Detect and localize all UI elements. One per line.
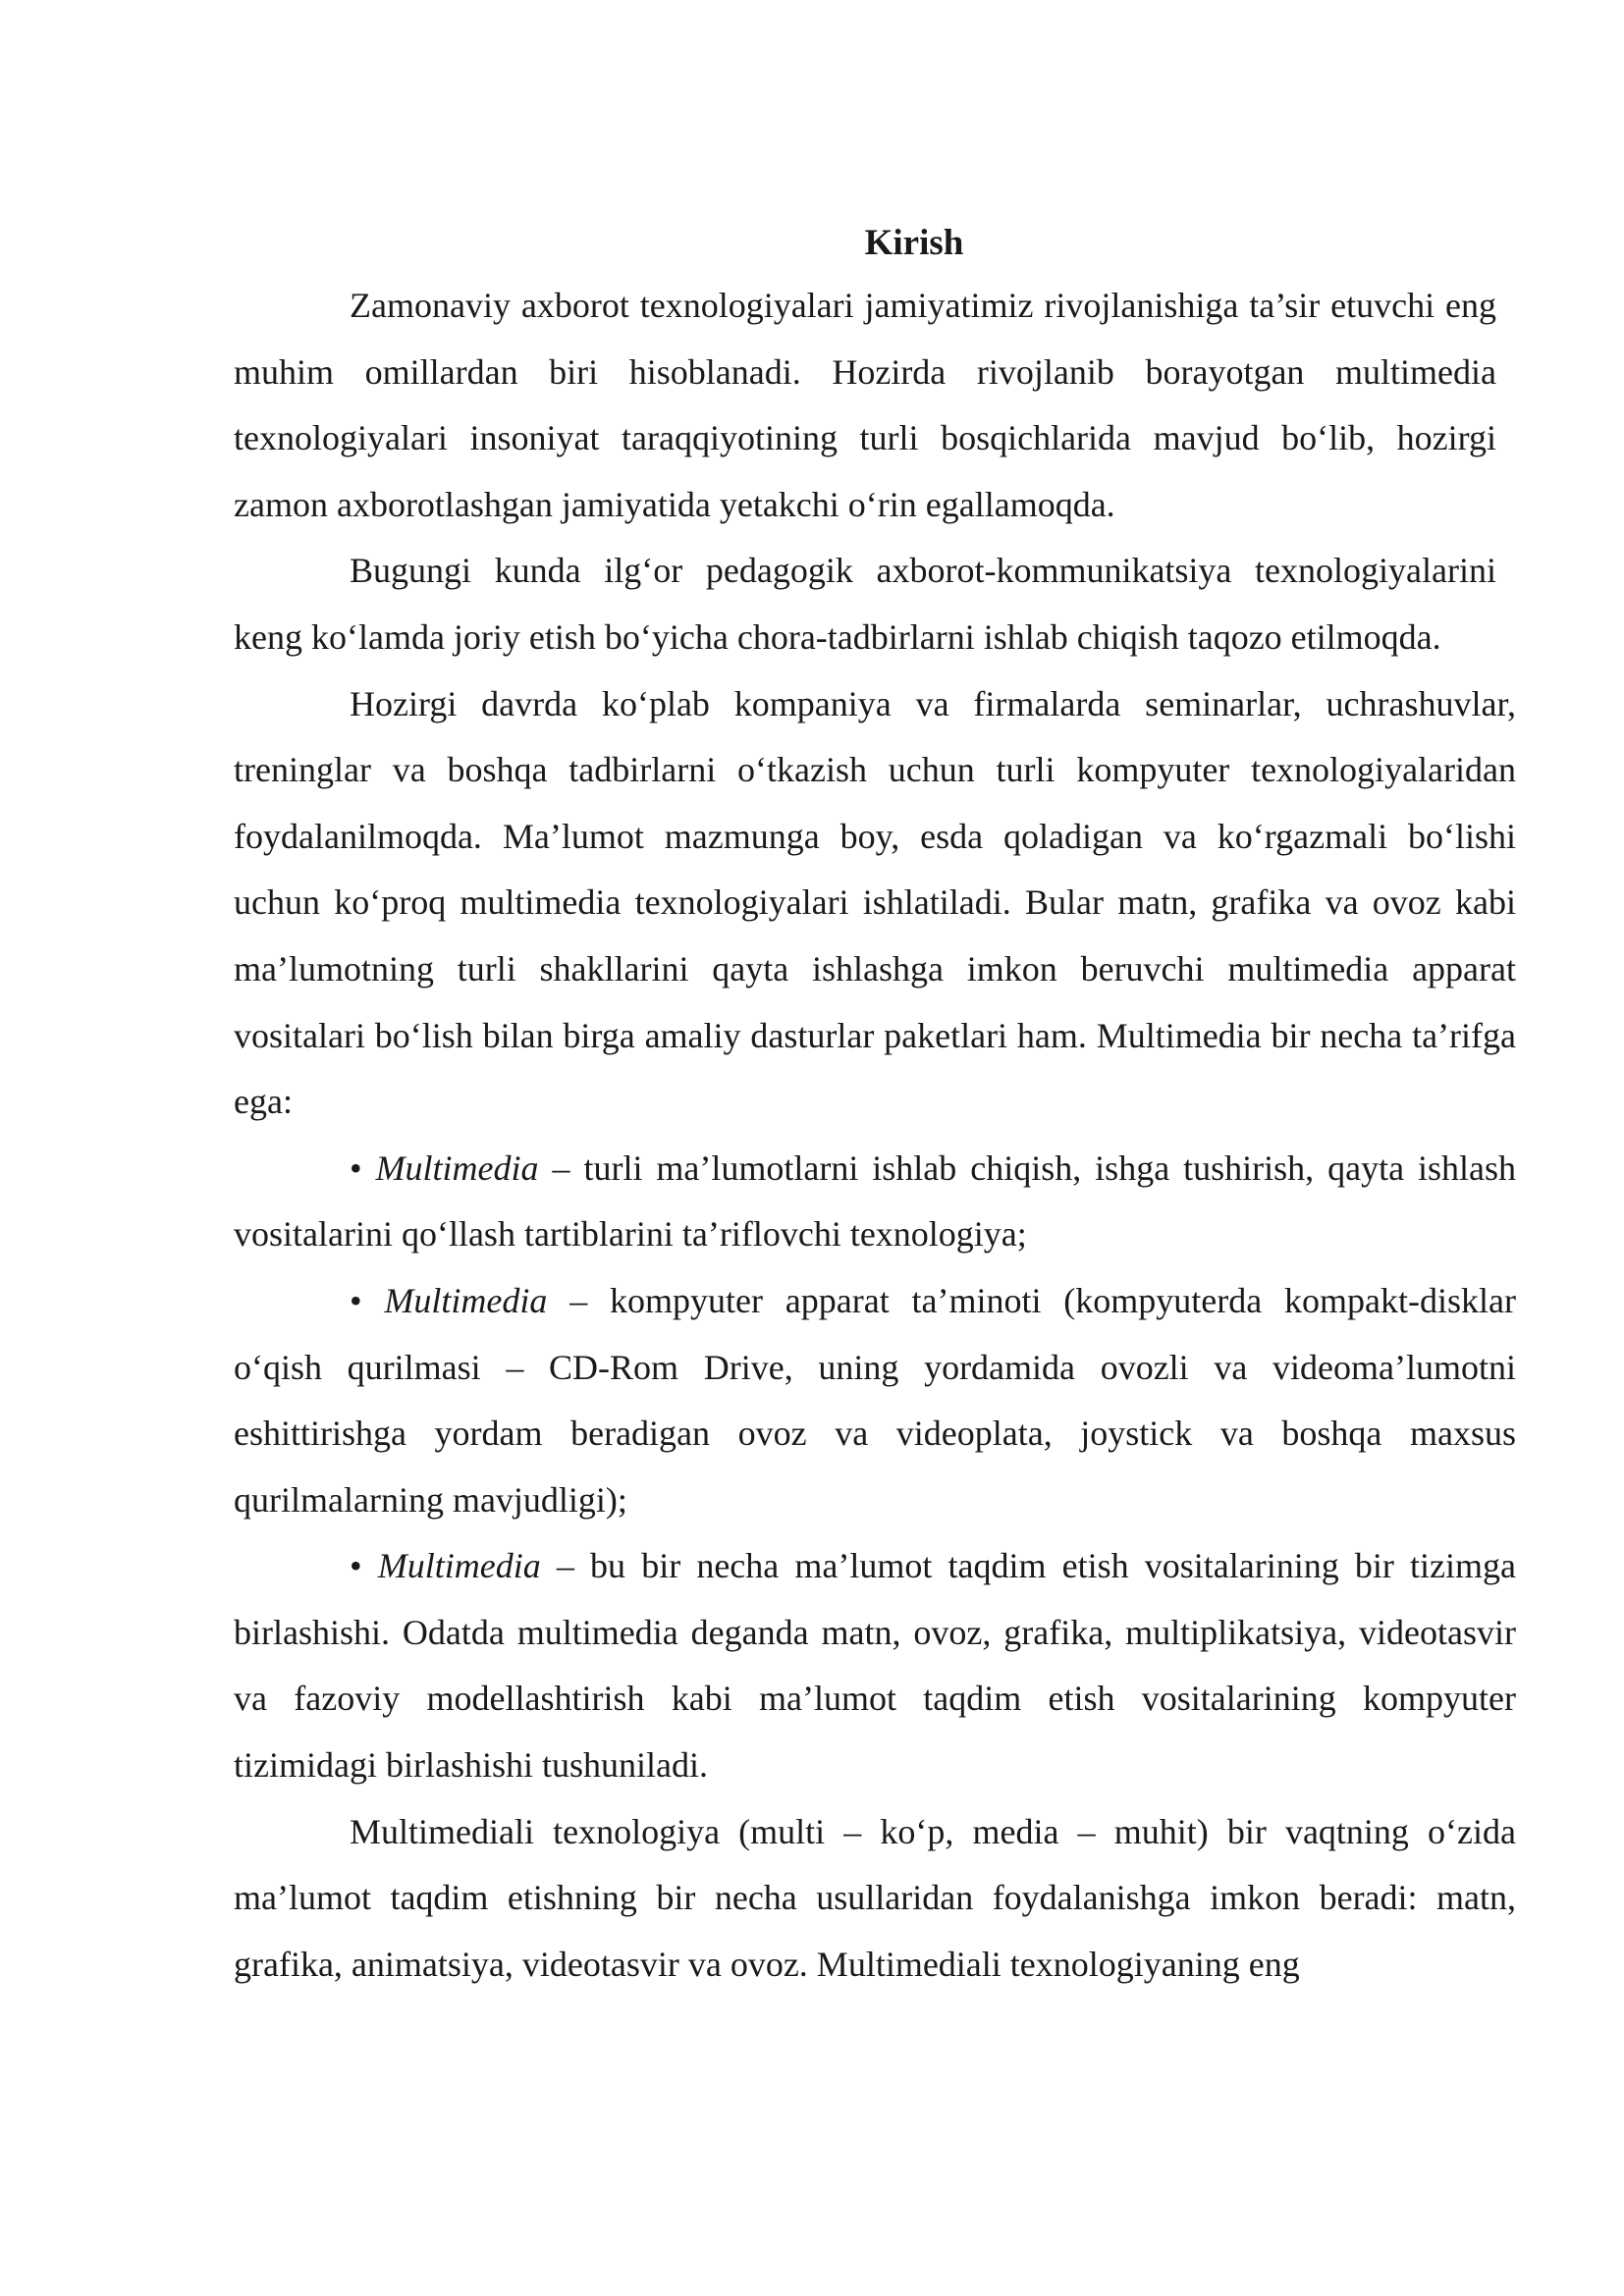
paragraph <box>234 671 1516 1136</box>
paragraph-text: Multimediali texnologiya (multi – ko‘p, media – muhit) bir vaqtning o‘zida ma’lumot taqdim etishning bir necha usullaridan foydalanishga imkon beradi: matn, grafika, animatsiya, videotasvir va ovoz. Multimediali texnologiyaning eng <box>234 1811 1516 1984</box>
bullet-text: – turli ma’lumotlarni ishlab chiqish, ishga tushirish, qayta ishlash vositalarini qo‘llash tartiblarini ta’riflovchi texnologiya; <box>234 1148 1516 1255</box>
bullet-term: Multimedia <box>375 1148 539 1188</box>
bullet-marker: • <box>350 1546 362 1586</box>
section-heading: Kirish <box>864 223 964 263</box>
bullet-paragraph <box>234 1268 1516 1533</box>
paragraph-text: Hozirgi davrda ko‘plab kompaniya va firmalarda seminarlar, uchrashuvlar, treninglar va boshqa tadbirlarni o‘tkazish uchun turli kompyuter texnologiyalaridan foydalanilmoqda. Ma’lumot mazmunga boy, esda qoladigan va ko‘rgazmali bo‘lishi uchun ko‘proq multimedia texnologiyalari ishlatiladi. Bular matn, grafika va ovoz kabi ma’lumotning turli shakllarini qayta ishlashga imkon beruvchi multimedia apparat vositalari bo‘lish bilan birga amaliy dasturlar paketlari ham. Multimedia bir necha ta’rifga ega: <box>234 683 1516 1122</box>
paragraph <box>234 273 1496 538</box>
paragraph-text: Zamonaviy axborot texnologiyalari jamiyatimiz rivojlanishiga ta’sir etuvchi eng muhim omillardan biri hisoblanadi. Hozirda rivojlanib borayotgan multimedia texnologiyalari insoniyat taraqqiyotining turli bosqichlarida mavjud bo‘lib, hozirgi zamon axborotlashgan jamiyatida yetakchi o‘rin egallamoqda. <box>234 286 1496 524</box>
bullet-paragraph <box>234 1533 1516 1798</box>
paragraph-text: Bugungi kunda ilg‘or pedagogik axborot-kommunikatsiya texnologiyalarini keng ko‘lamda joriy etish bo‘yicha chora-tadbirlarni ishlab chiqish taqozo etilmoqda. <box>234 551 1496 657</box>
bullet-text: – kompyuter apparat ta’minoti (kompyuterda kompakt-disklar o‘qish qurilmasi – CD-Rom Drive, uning yordamida ovozli va videoma’lumotni eshittirishga yordam beradigan ovoz va videoplata, joystick va boshqa maxsus qurilmalarning mavjudligi); <box>234 1280 1517 1520</box>
paragraph <box>234 1799 1516 1999</box>
bullet-paragraph <box>234 1136 1516 1268</box>
document-page <box>234 214 1516 1998</box>
bullet-marker: • <box>350 1280 362 1320</box>
bullet-term: Multimedia <box>384 1280 548 1320</box>
paragraph <box>234 538 1496 670</box>
bullet-marker: • <box>350 1148 362 1188</box>
bullet-term: Multimedia <box>377 1546 541 1586</box>
bullet-text: – bu bir necha ma’lumot taqdim etish vositalarining bir tizimga birlashishi. Odatda multimedia deganda matn, ovoz, grafika, multiplikatsiya, videotasvir va fazoviy modellashtirish kabi ma’lumot taqdim etish vositalarining kompyuter tizimidagi birlashishi tushuniladi. <box>234 1546 1517 1786</box>
